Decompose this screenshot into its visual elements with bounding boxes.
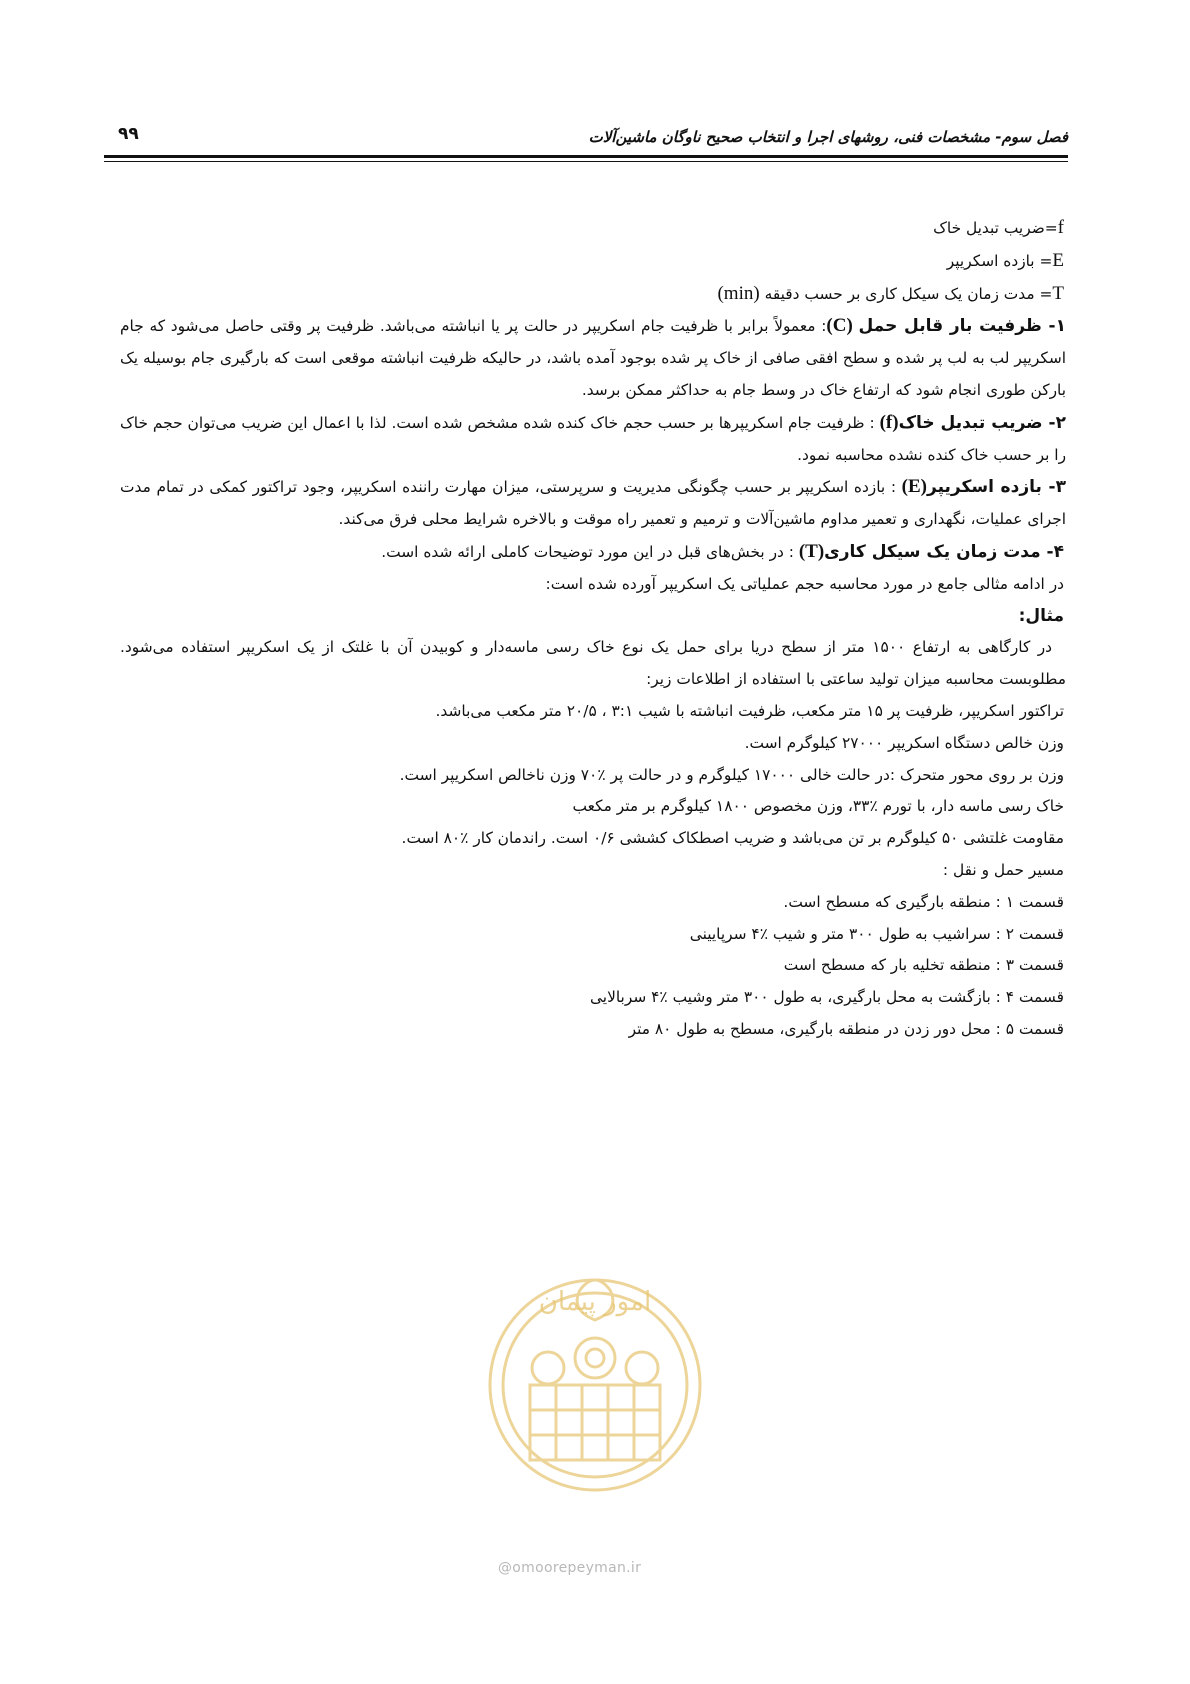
def-unit: (min) bbox=[717, 282, 760, 304]
running-header-title: فصل سوم- مشخصات فنی، روشهای اجرا و انتخاب صحیح ناوگان ماشین‌آلات bbox=[588, 128, 1068, 146]
def-symbol: f bbox=[1057, 217, 1064, 238]
item-text: : معمولاً برابر با ظرفیت جام اسکریپر در حالت پر یا انباشته می‌باشد. ظرفیت پر وقتی حاصل می‌شود که جام اسکریپر لب به لب پر شده و سطح افقی صافی از خاک پر شده بوجود آمده باشد، در حالیکه ظرفیت انباشته موقعی است که بارگیری جام بوسیله یک بارکن طوری انجام شود که ارتفاع خاک در وسط جام به حداکثر ممکن برسد. bbox=[120, 317, 1066, 399]
def-symbol: T bbox=[1052, 282, 1064, 304]
def-line bbox=[120, 278, 1066, 311]
item-text: : در بخش‌های قبل در این مورد توضیحات کاملی ارائه شده است. bbox=[381, 542, 799, 561]
example-paragraph: در کارگاهی به ارتفاع ۱۵۰۰ متر از سطح دریا برای حمل یک نوع خاک رسی ماسه‌دار و کوبیدن آن با غلتک از یک اسکریپر استفاده می‌شود. مطلوبست محاسبه میزان تولید ساعتی با استفاده از اطلاعات زیر: bbox=[120, 638, 1066, 689]
item-symbol: (f) bbox=[879, 411, 899, 433]
header-rule-thin bbox=[104, 161, 1068, 162]
data-line: وزن بر روی محور متحرک :در حالت خالی ۱۷۰۰۰ کیلوگرم و در حالت پر ٪۷۰ وزن ناخالص اسکریپر است. bbox=[399, 765, 1064, 784]
data-line: مقاومت غلتشی ۵۰ کیلوگرم بر تن می‌باشد و ضریب اصطکاک کششی ۰/۶ است. راندمان کار ٪۸۰ است. bbox=[401, 829, 1064, 848]
data-line: قسمت ۳ : منطقه تخلیه بار که مسطح است bbox=[783, 956, 1064, 975]
item-symbol: (C) bbox=[826, 315, 853, 337]
data-line: خاک رسی ماسه دار، با تورم ٪۳۳، وزن مخصوص ۱۸۰۰ کیلوگرم بر متر مکعب bbox=[572, 797, 1064, 816]
item-symbol: (E) bbox=[901, 476, 927, 498]
svg-text:امور پیمان: امور پیمان bbox=[538, 1287, 652, 1317]
header-rule-thick bbox=[104, 155, 1068, 158]
item-symbol: (T) bbox=[798, 540, 825, 562]
data-line: قسمت ۵ : محل دور زدن در منطقه بارگیری، مسطح به طول ۸۰ متر bbox=[628, 1019, 1064, 1038]
item-heading: ۳- بازده اسکریپر bbox=[927, 477, 1066, 498]
item-heading: ۱- ظرفیت بار قابل حمل bbox=[858, 316, 1066, 337]
intro-line: در ادامه مثالی جامع در مورد محاسبه حجم عملیاتی یک اسکریپر آورده شده است: bbox=[545, 574, 1064, 593]
data-line: قسمت ۴ : بازگشت به محل بارگیری، به طول ۳۰۰ متر وشیب ٪۴ سربالایی bbox=[589, 988, 1064, 1007]
def-text: = مدت زمان یک سیکل کاری بر حسب دقیقه bbox=[764, 284, 1053, 303]
example-heading: مثال: bbox=[1018, 605, 1064, 626]
data-line: قسمت ۲ : سراشیب به طول ۳۰۰ متر و شیب ٪۴ سرپایینی bbox=[689, 924, 1064, 943]
item-text: : بازده اسکریپر بر حسب چگونگی مدیریت و سرپرستی، میزان مهارت راننده اسکریپر، وجود تراکتور کمکی در تمام مدت اجرای عملیات، نگهداری و تعمیر مداوم ماشین‌آلات و ترمیم و تعمیر راه موقت و بالاخره شرایط محلی فرق می‌کند. bbox=[120, 478, 1066, 529]
item-text: : ظرفیت جام اسکریپرها بر حسب حجم خاک کنده شده مشخص شده است. لذا با اعمال این ضریب می‌توان حجم خاک را بر حسب خاک کنده نشده محاسبه نمود. bbox=[120, 413, 1066, 464]
item-heading: ۲- ضریب تبدیل خاک bbox=[898, 412, 1066, 433]
def-text: =ضریب تبدیل خاک bbox=[933, 219, 1058, 237]
paragraph-capacity bbox=[120, 310, 1066, 406]
def-line bbox=[120, 212, 1066, 245]
def-symbol: E bbox=[1052, 249, 1064, 271]
data-line: قسمت ۱ : منطقه بارگیری که مسطح است. bbox=[783, 892, 1064, 911]
data-line: تراکتور اسکریپر، ظرفیت پر ۱۵ متر مکعب، ظرفیت انباشته با شیب ۳:۱ ، ۲۰/۵ متر مکعب می‌باشد. bbox=[435, 701, 1064, 720]
body-text bbox=[120, 212, 1066, 1046]
watermark-url: @omoorepeyman.ir bbox=[498, 1560, 642, 1576]
def-line bbox=[120, 245, 1066, 278]
watermark-logo bbox=[470, 1250, 720, 1550]
page-number: ۹۹ bbox=[118, 124, 139, 144]
data-line: وزن خالص دستگاه اسکریپر ۲۷۰۰۰ کیلوگرم است. bbox=[744, 733, 1064, 752]
paragraph-efficiency bbox=[120, 471, 1066, 536]
paragraph-conversion-factor bbox=[120, 407, 1066, 472]
item-heading: ۴- مدت زمان یک سیکل کاری bbox=[824, 541, 1064, 562]
paragraph-cycle-time bbox=[120, 536, 1066, 569]
data-line: مسیر حمل و نقل : bbox=[942, 860, 1064, 879]
def-text: = بازده اسکریپر bbox=[946, 251, 1053, 270]
